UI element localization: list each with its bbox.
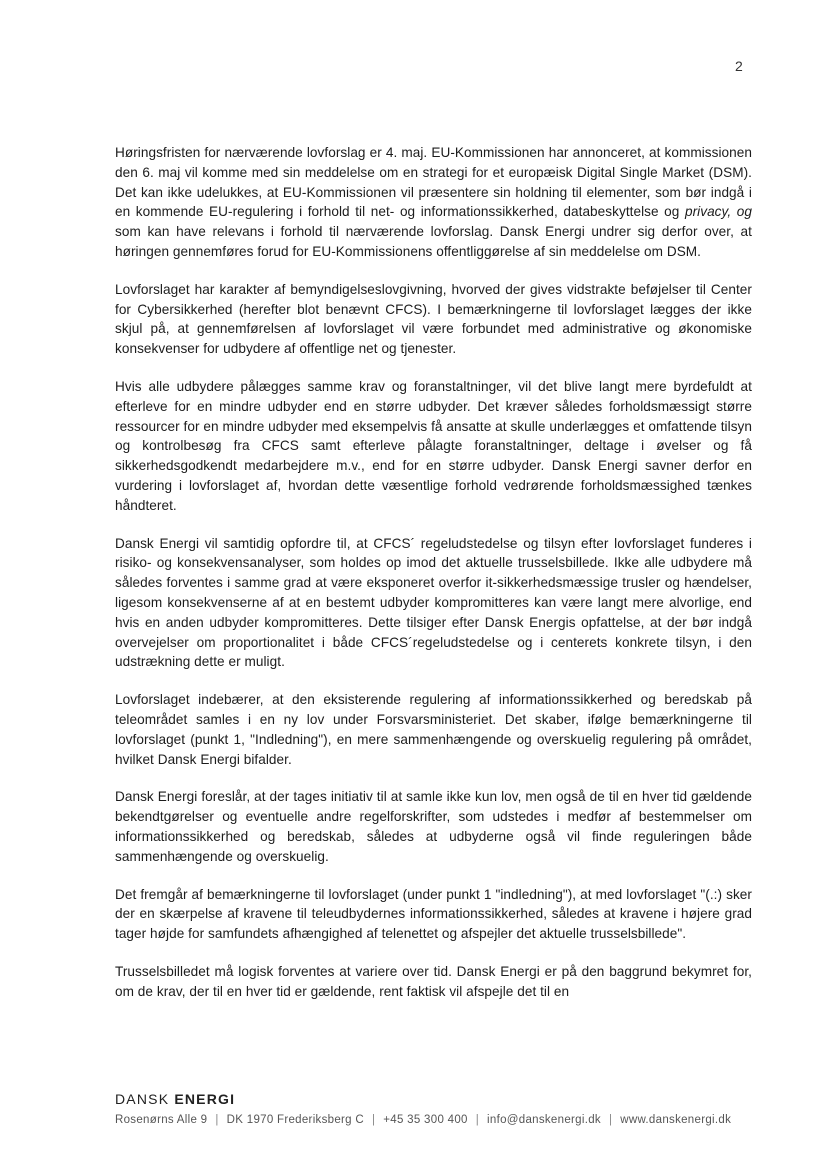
paragraph-hearing-deadline [115, 143, 752, 262]
footer-email-link[interactable]: info@danskenergi.dk [487, 1114, 601, 1126]
brand-word-energi: ENERGI [174, 1091, 236, 1107]
footer-phone: +45 35 300 400 [383, 1114, 468, 1126]
footer-contact-line [115, 1114, 755, 1126]
letter-body [115, 143, 752, 1019]
paragraph-text: som kan have relevans i forhold til nærværende lovforslag. Dansk Energi undrer sig derfor over, at høringen gennemføres forud for EU-Kommissionens offentliggørelse af sin meddelelse om DSM. [115, 224, 752, 259]
footer-website-link[interactable]: www.danskenergi.dk [620, 1114, 732, 1126]
paragraph-threat-picture: Trusselsbilledet må logisk forventes at variere over tid. Dansk Energi er på den baggrund bekymret for, om de krav, der til en hver tid er gældende, rent faktisk vil afspejle det til en [115, 963, 752, 999]
footer-separator: | [215, 1114, 219, 1126]
footer-separator: | [371, 1114, 376, 1126]
page-number: 2 [735, 58, 743, 74]
footer-separator: | [608, 1114, 613, 1126]
footer-address: Rosenørns Alle 9 [115, 1114, 208, 1126]
paragraph-proportionality-burden: Hvis alle udbydere pålægges samme krav og foranstaltninger, vil det blive langt mere byrdefuldt at efterleve for en mindre udbyder end en større udbyder. Det kræver således forholdsmæssigt større ressourcer for en mindre udbyder med eksempelvis få ansatte at skulle underlægges et omfattende tilsyn og kontrolbesøg fra CFCS samt efterleve pålagte foranstaltninger, deltage i øvelser og få sikkerhedsgodkendt medarbejdere m.v., end for en større udbyder. Dansk Energi savner derfor en vurdering i lovforslaget af, hvordan dette væsentlige forhold vedrørende forholdsmæssighed tænkes håndteret. [115, 378, 752, 513]
brand-word-dansk: DANSK [115, 1091, 170, 1107]
paragraph-regulation-consolidation: Lovforslaget indebærer, at den eksisterende regulering af informationssikkerhed og beredskab på teleområdet samles i en ny lov under Forsvarsministeriet. Det skaber, ifølge bemærkningerne til lovforslaget (punkt 1, "Indledning"), en mere sammenhængende og overskuelig regulering på området, hvilket Dansk Energi bifalder. [115, 692, 752, 767]
paragraph-risk-analysis: Dansk Energi vil samtidig opfordre til, at CFCS´ regeludstedelse og tilsyn efter lovforslaget funderes i risiko- og konsekvensanalyser, som holdes op imod det aktuelle trusselsbillede. Ikke alle udbydere må således forventes i samme grad at være eksponeret overfor it-sikkerhedsmæssige trusler og hændelser, ligesom konsekvenserne af at en bestemt udbyder kompromitteres kan være langt mere alvorlige, end hvis en anden udbyder kompromitteres. Dette tilsiger efter Dansk Energis opfattelse, at der bør indgå overvejelser om proportionalitet i både CFCS´regeludstedelse og i centerets konkrete tilsyn, i den udstrækning dette er muligt. [115, 535, 752, 670]
footer-brand-logo [115, 1091, 235, 1107]
footer-separator: | [475, 1114, 480, 1126]
paragraph-tightened-requirements: Det fremgår af bemærkningerne til lovforslaget (under punkt 1 "indledning"), at med lovforslaget "(.:) sker der en skærpelse af kravene til teleudbydernes informationssikkerhed, således at kravene i højere grad tager højde for samfundets afhængighed af telenettet og afspejler det aktuelle trusselsbillede". [115, 886, 752, 942]
paragraph-enabling-legislation: Lovforslaget har karakter af bemyndigelseslovgivning, hvorved der gives vidstrakte beføjelser til Center for Cybersikkerhed (herefter blot benævnt CFCS). I bemærkningerne til lovforslaget lægges der ikke skjul på, at gennemførelsen af lovforslaget vil være forbundet med administrative og økonomiske konsekvenser for udbydere af offentlige net og tjenester. [115, 281, 752, 357]
footer-city: DK 1970 Frederiksberg C [226, 1114, 364, 1126]
paragraph-text: Høringsfristen for nærværende lovforslag er 4. maj. EU-Kommissionen har annonceret, at kommissionen den 6. maj vil komme med sin meddelelse om en strategi for et europæisk Digital Single Market (DSM). Det kan ikke udelukkes, at EU-Kommissionen vil præsentere sin holdning til elementer, som bør indgå i en kommende EU-regulering i forhold til net- og informationssikkerhed, databeskyttelse og [115, 145, 752, 220]
paragraph-proposal-collect-rules: Dansk Energi foreslår, at der tages initiativ til at samle ikke kun lov, men også de til en hver tid gældende bekendtgørelser og eventuelle andre regelforskrifter, som udstedes i medfør af bestemmelser om informationssikkerhed og beredskab, således at udbyderne også vil finde reguleringen både sammenhængende og overskuelig. [115, 789, 752, 864]
italic-term: privacy, og [684, 204, 752, 220]
